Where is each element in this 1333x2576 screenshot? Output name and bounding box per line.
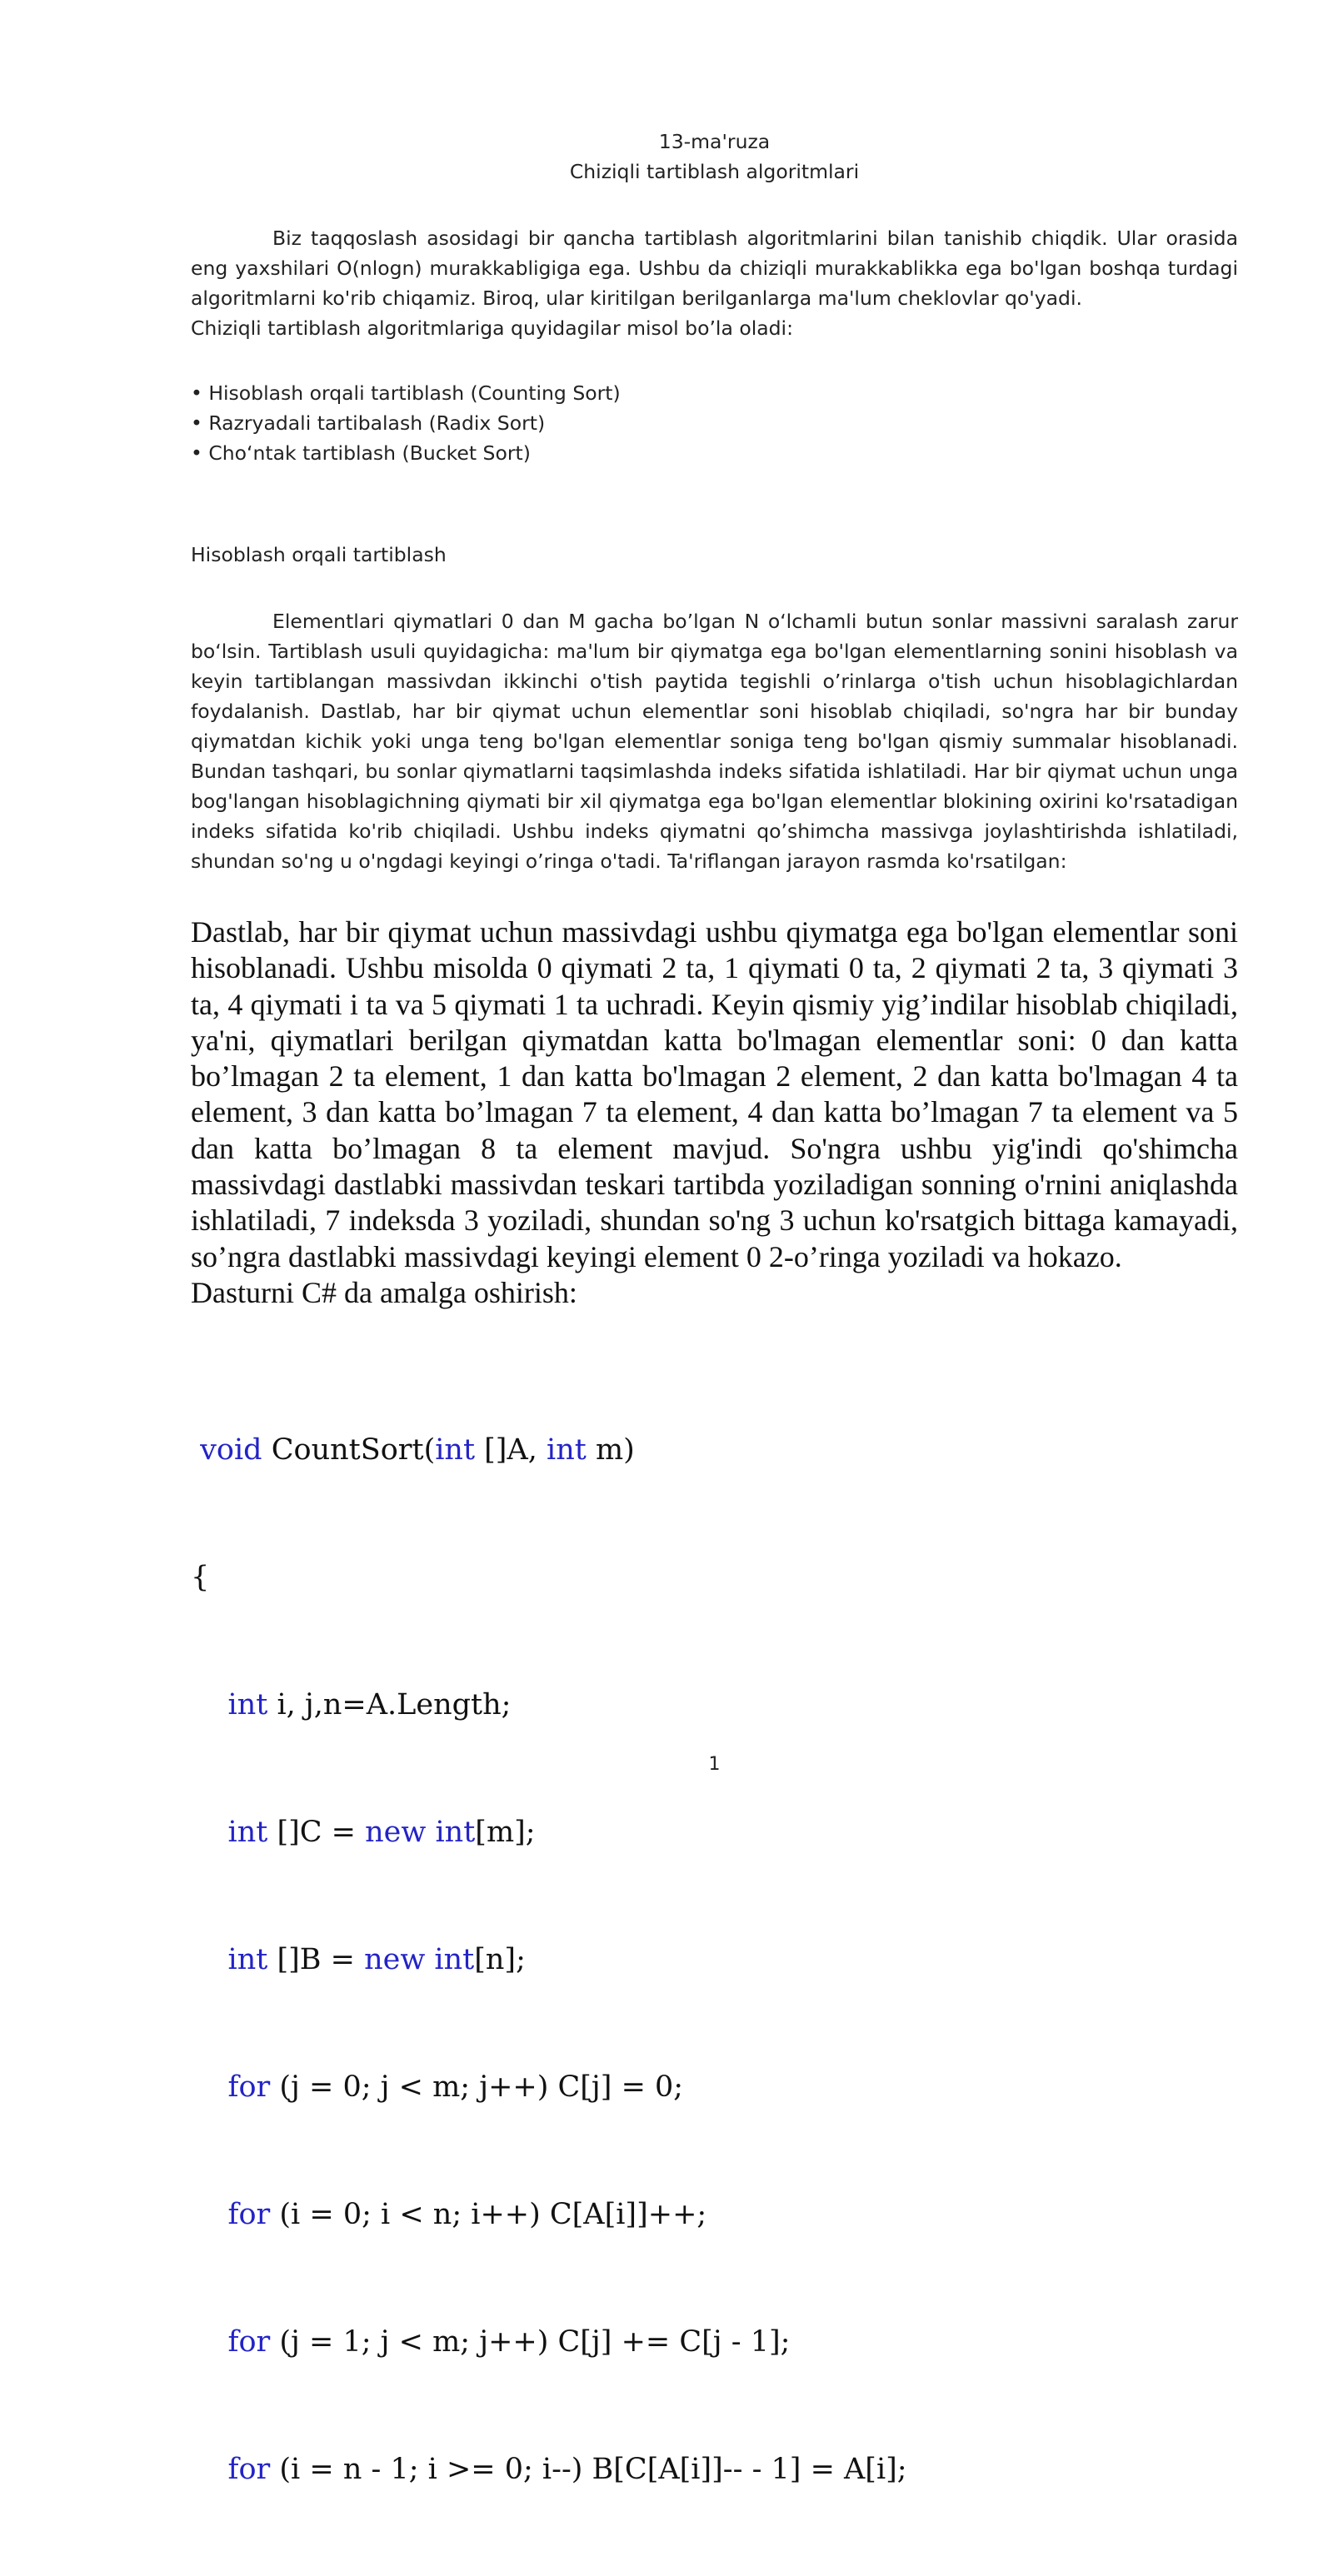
list-item: • Cho‘ntak tartiblash (Bucket Sort) <box>191 441 531 465</box>
list-item: • Hisoblash orqali tartiblash (Counting Sort) <box>191 381 621 405</box>
code-block <box>191 1344 1238 2576</box>
code-line: int []C = new int[m]; <box>227 1816 536 1849</box>
section-body <box>191 606 1238 876</box>
section-paragraph: Elementlari qiymatlari 0 dan M gacha bo’lgan N o‘lchamli butun sonlar massivni saralash zarur bo‘lsin. Tartiblash usuli quyidagicha: ma'lum bir qiymatga ega bo'lgan elementlarning sonini hisoblash va keyin tartiblangan massivdan ikkinchi o'tish paytida tegishli o’rinlarga o'tish uchun hisoblagichlardan foydalanish. Dastlab, har bir qiymat uchun elementlar soni hisoblab chiqiladi, so'ngra har bir bunday qiymatdan kichik yoki unga teng bo'lgan elementlar soniga teng bo'lgan qismiy summalar hisoblanadi. Bundan tashqari, bu sonlar qiymatlarni taqsimlashda indeks sifatida ishlatiladi. Har bir qiymat uchun unga bog'langan hisoblagichning qiymati bir xil qiymatga ega bo'lgan elementlar blokining oxirini ko'rsatadigan indeks sifatida ko'rib chiqiladi. Ushbu indeks qiymatni qo’shimcha massivga joylashtirishda ishlatiladi, shundan so'ng u o'ngdagi keyingi o’ringa o'tadi. Ta'riflangan jarayon rasmda ko'rsatilgan: <box>191 610 1238 873</box>
intro-paragraph: Biz taqqoslash asosidagi bir qancha tartiblash algoritmlarini bilan tanishib chiqdik. Ular orasida eng yaxshilari O(nlogn) murakkabligiga ega. Ushbu da chiziqli murakkablikka ega bo'lgan boshqa turdagi algoritmlarni ko'rib chiqamiz. Biroq, ular kiritilgan berilganlarga ma'lum cheklovlar qo'yadi. <box>191 227 1238 310</box>
list-intro: Chiziqli tartiblash algoritmlariga quyidagilar misol bo’la oladi: <box>191 316 793 340</box>
explanation-section <box>191 914 1238 1311</box>
code-intro: Dasturni C# da amalga oshirish: <box>191 1275 577 1309</box>
lecture-number: 13-ma'ruza <box>658 130 771 153</box>
code-line: { <box>191 1561 210 1594</box>
code-line: void CountSort(int []A, int m) <box>200 1433 635 1467</box>
algorithm-list <box>191 378 1238 468</box>
intro-section <box>191 223 1238 343</box>
section-heading: Hisoblash orqali tartiblash <box>191 543 447 566</box>
code-line: for (j = 0; j < m; j++) C[j] = 0; <box>227 2070 684 2104</box>
document-title: Chiziqli tartiblash algoritmlari <box>569 160 860 183</box>
document-header <box>191 127 1238 187</box>
code-line: int i, j,n=A.Length; <box>227 1688 512 1721</box>
code-line: for (i = n - 1; i >= 0; i--) B[C[A[i]]-- - 1] = A[i]; <box>227 2453 907 2486</box>
page-number: 1 <box>708 1754 721 1775</box>
list-item: • Razryadali tartibalash (Radix Sort) <box>191 411 546 435</box>
explanation-paragraph: Dastlab, har bir qiymat uchun massivdagi ushbu qiymatga ega bo'lgan elementlar soni hisoblanadi. Ushbu misolda 0 qiymati 2 ta, 1 qiymati 0 ta, 2 qiymati 2 ta, 3 qiymati 3 ta, 4 qiymati i ta va 5 qiymati 1 ta uchradi. Keyin qismiy yig’indilar hisoblab chiqiladi, ya'ni, qiymatlari berilgan qiymatdan katta bo'lmagan elementlar soni: 0 dan katta bo’lmagan 2 ta element, 1 dan katta bo'lmagan 2 element, 2 dan katta bo'lmagan 4 ta element, 3 dan katta bo’lmagan 7 ta element, 4 dan katta bo’lmagan 7 ta element va 5 dan katta bo’lmagan 8 ta element mavjud. So'ngra ushbu yig'indi qo'shimcha massivdagi dastlabki massivdan teskari tartibda yoziladigan sonning o'rnini aniqlashda ishlatiladi, 7 indeksda 3 yoziladi, shundan so'ng 3 uchun ko'rsatgich bittaga kamayadi, so’ngra dastlabki massivdagi keyingi element 0 2-o’ringa yoziladi va hokazo. <box>191 915 1238 1273</box>
code-line: for (j = 1; j < m; j++) C[j] += C[j - 1]; <box>227 2325 791 2359</box>
code-line: int []B = new int[n]; <box>227 1943 526 1976</box>
code-line: for (i = 0; i < n; i++) C[A[i]]++; <box>227 2198 707 2231</box>
